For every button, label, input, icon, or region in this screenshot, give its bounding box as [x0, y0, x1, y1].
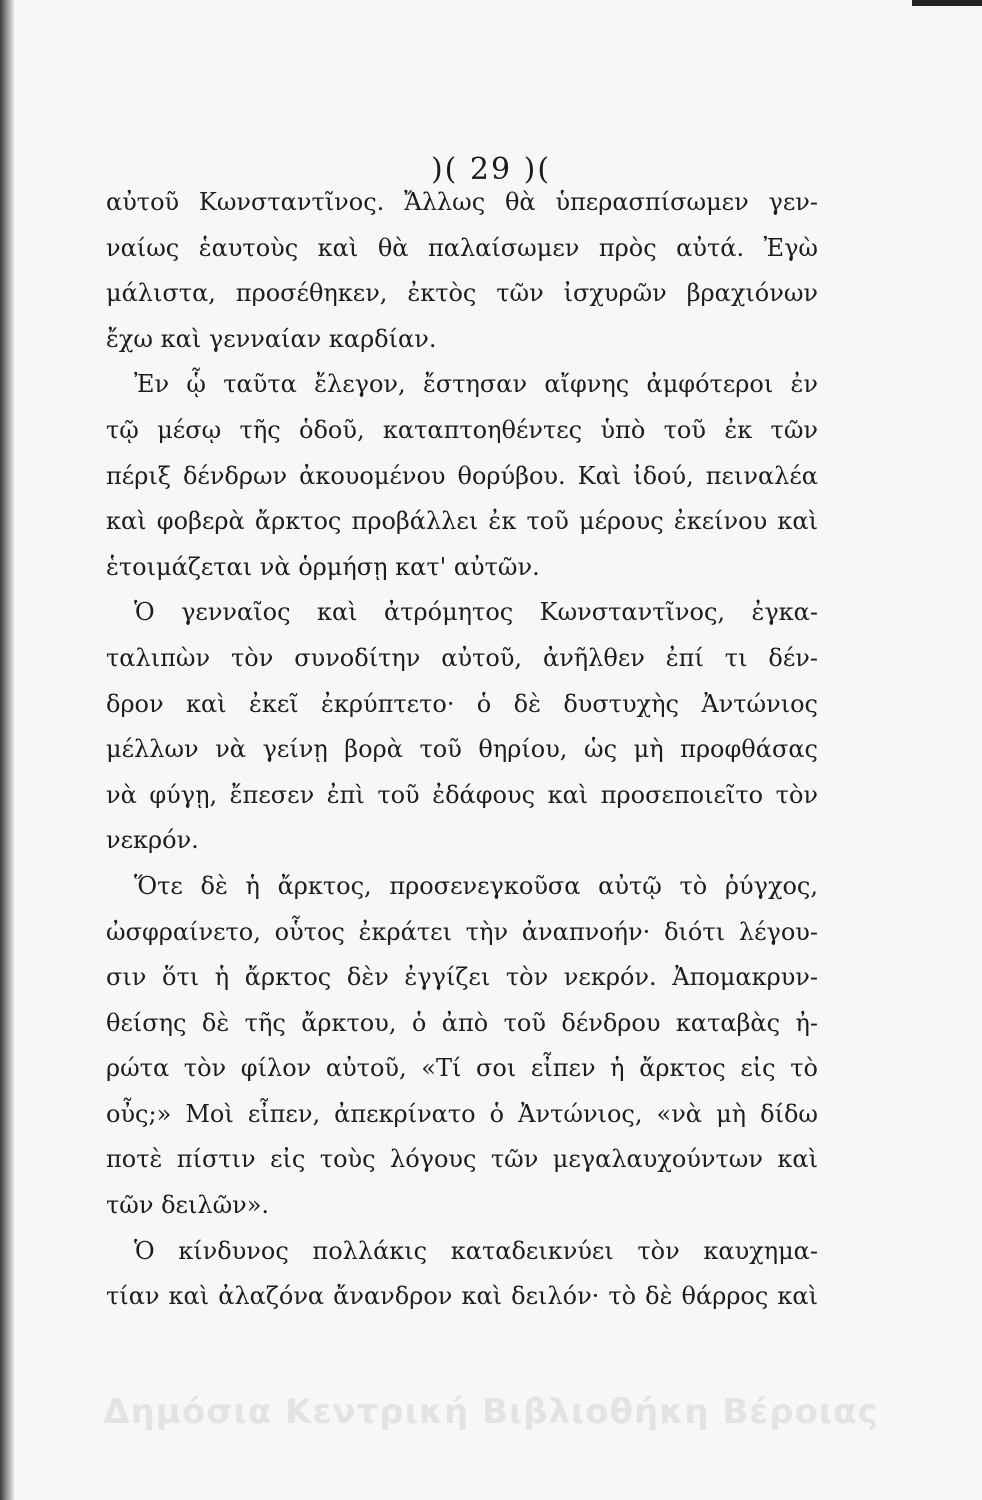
- text-line: αὐτοῦ Κωνσταντῖνος. Ἄλλως θὰ ὑπερασπίσωμεν γεν-: [106, 188, 818, 216]
- text-line: ρώτα τὸν φίλον αὐτοῦ, «Τί σοι εἶπεν ἡ ἄρκτος εἰς τὸ: [106, 1054, 818, 1083]
- body-text: [106, 180, 818, 1320]
- library-watermark: Δημόσια Κεντρική Βιβλιοθήκη Βέροιας: [103, 1392, 879, 1432]
- page-number-header: )( 29 )(: [430, 152, 552, 187]
- text-line: νὰ φύγῃ, ἔπεσεν ἐπὶ τοῦ ἐδάφους καὶ προσεποιεῖτο τὸν: [106, 780, 818, 809]
- book-spine-shadow: [0, 0, 14, 1500]
- text-line: καὶ φοβερὰ ἄρκτος προβάλλει ἐκ τοῦ μέρους ἐκείνου καὶ: [106, 507, 818, 536]
- text-line: πέριξ δένδρων ἀκουομένου θορύβου. Καὶ ἰδού, πειναλέα: [106, 461, 818, 490]
- text-line: Ὁ γενναῖος καὶ ἀτρόμητος Κωνσταντῖνος, ἐγκα-: [134, 598, 818, 627]
- text-line: νεκρόν.: [106, 826, 199, 855]
- text-line: μέλλων νὰ γείνῃ βορὰ τοῦ θηρίου, ὡς μὴ προφθάσας: [106, 735, 818, 764]
- text-line: ποτὲ πίστιν εἰς τοὺς λόγους τῶν μεγαλαυχούντων καὶ: [106, 1145, 818, 1174]
- text-line: μάλιστα, προσέθηκεν, ἐκτὸς τῶν ἰσχυρῶν βραχιόνων: [106, 279, 818, 308]
- text-line: Ὅτε δὲ ἡ ἄρκτος, προσενεγκοῦσα αὐτῷ τὸ ῥύγχος,: [134, 871, 818, 900]
- text-line: οὖς;» Μοὶ εἶπεν, ἀπεκρίνατο ὁ Ἀντώνιος, «νὰ μὴ δίδω: [106, 1099, 818, 1128]
- text-line: θείσης δὲ τῆς ἄρκτου, ὁ ἀπὸ τοῦ δένδρου καταβὰς ἠ-: [106, 1008, 818, 1037]
- text-line: τῷ μέσῳ τῆς ὁδοῦ, καταπτοηθέντες ὑπὸ τοῦ ἐκ τῶν: [106, 415, 818, 444]
- text-line: ἑτοιμάζεται νὰ ὁρμήσῃ κατ' αὐτῶν.: [106, 552, 540, 581]
- text-line: ταλιπὼν τὸν συνοδίτην αὐτοῦ, ἀνῆλθεν ἐπί τι δέν-: [106, 643, 818, 672]
- text-line: ναίως ἑαυτοὺς καὶ θὰ παλαίσωμεν πρὸς αὐτά. Ἐγὼ: [106, 233, 818, 262]
- text-line: δρον καὶ ἐκεῖ ἐκρύπτετο· ὁ δὲ δυστυχὴς Ἀντώνιος: [106, 689, 818, 718]
- text-line: τῶν δειλῶν».: [106, 1191, 270, 1220]
- text-line: σιν ὅτι ἡ ἄρκτος δὲν ἐγγίζει τὸν νεκρόν. Ἀπομακρυν-: [106, 963, 818, 992]
- scan-edge-mark: [912, 0, 982, 6]
- text-line: Ὁ κίνδυνος πολλάκις καταδεικνύει τὸν καυχημα-: [134, 1236, 818, 1265]
- text-line: τίαν καὶ ἀλαζόνα ἄνανδρον καὶ δειλόν· τὸ δὲ θάρρος καὶ: [106, 1282, 818, 1311]
- text-line: ὠσφραίνετο, οὗτος ἐκράτει τὴν ἀναπνοήν· διότι λέγου-: [106, 917, 818, 946]
- text-line: Ἐν ᾧ ταῦτα ἔλεγον, ἔστησαν αἴφνης ἀμφότεροι ἐν: [134, 370, 818, 399]
- text-line: ἔχω καὶ γενναίαν καρδίαν.: [106, 324, 437, 353]
